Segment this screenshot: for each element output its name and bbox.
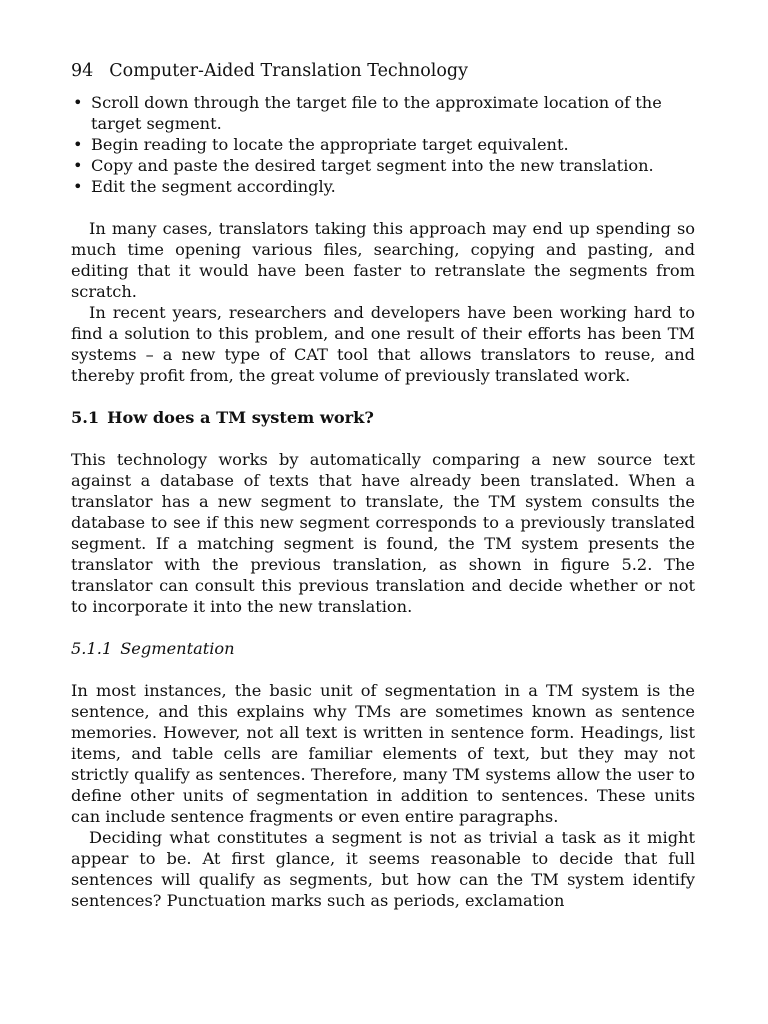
bullet-text: Edit the segment accordingly. (91, 177, 336, 196)
body-paragraph: Deciding what constitutes a segment is not as trivial a task as it might appear to be. At first glance, it seems reasonable to decide that full sentences will qualify as segments, but how can the TM system identify sentences? Punctuation marks such as periods, exclamation (71, 828, 695, 910)
bullet-item (71, 176, 695, 197)
bullet-icon: • (73, 135, 83, 154)
bullet-text: Copy and paste the desired target segment into the new translation. (91, 156, 654, 175)
bullet-icon: • (73, 177, 83, 196)
spacer (71, 428, 695, 449)
spacer (71, 386, 695, 407)
body-paragraph: This technology works by automatically comparing a new source text against a database of texts that have already been translated. When a translator has a new segment to translate, the TM system consults the database to see if this new segment corresponds to a previously translated segment. If a matching segment is found, the TM system presents the translator with the previous translation, as shown in figure 5.2. The translator can consult this previous translation and decide whether or not to incorporate it into the new translation. (71, 450, 695, 616)
running-head (71, 58, 695, 84)
bullet-icon: • (73, 93, 83, 112)
bullet-list (71, 92, 695, 197)
bullet-item (71, 92, 695, 134)
section-heading (71, 407, 695, 428)
book-page (71, 58, 695, 911)
bullet-item (71, 134, 695, 155)
body-paragraph: In most instances, the basic unit of segmentation in a TM system is the sentence, and this explains why TMs are sometimes known as sentence memories. However, not all text is written in sentence form. Headings, list items, and table cells are familiar elements of text, but they may not strictly qualify as sentences. Therefore, many TM systems allow the user to define other units of segmentation in addition to sentences. These units can include sentence fragments or even entire paragraphs. (71, 681, 695, 826)
bullet-text: Scroll down through the target file to the approximate location of the target segment. (91, 93, 662, 133)
bullet-item (71, 155, 695, 176)
bullet-text: Begin reading to locate the appropriate target equivalent. (91, 135, 569, 154)
body-paragraph: In recent years, researchers and developers have been working hard to find a solution to this problem, and one result of their efforts has been TM systems – a new type of CAT tool that allows translators to reuse, and thereby profit from, the great volume of previously translated work. (71, 303, 695, 385)
section-number: 5.1 (71, 408, 100, 427)
bullet-icon: • (73, 156, 83, 175)
subsection-title: Segmentation (120, 639, 235, 658)
body-paragraph: In many cases, translators taking this approach may end up spending so much time opening various files, searching, copying and pasting, and editing that it would have been faster to retranslate the segments from scratch. (71, 219, 695, 301)
page-number: 94 (71, 61, 94, 81)
book-title: Computer-Aided Translation Technology (109, 61, 469, 81)
spacer (71, 659, 695, 680)
spacer (71, 617, 695, 638)
spacer (71, 197, 695, 218)
subsection-heading (71, 638, 695, 659)
section-title: How does a TM system work? (107, 408, 374, 427)
subsection-number: 5.1.1 (71, 639, 113, 658)
